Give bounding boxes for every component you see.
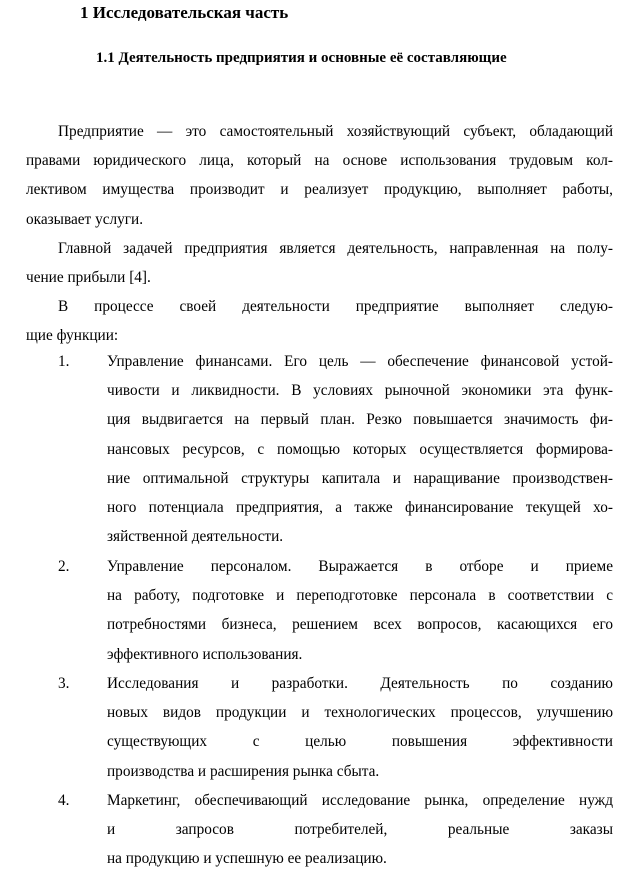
text-line: на продукцию и успешную ее реализацию. — [107, 850, 387, 868]
text-line: правами юридического лица, который на основе использования трудовым кол- — [26, 152, 613, 170]
list-text — [107, 347, 613, 551]
text-line: ние оптимальной структуры капитала и наращивание производствен- — [107, 469, 613, 487]
list-item-research — [26, 669, 613, 786]
text-line: Управление персоналом. Выражается в отборе и приеме — [107, 558, 613, 575]
list-number: 4. — [58, 792, 70, 809]
text-line: потребностями бизнеса, решением всех вопросов, касающихся его — [107, 616, 613, 634]
text-line: Предприятие — это самостоятельный хозяйствующий субъект, обладающий — [58, 123, 613, 140]
text-line: эффективного использования. — [107, 645, 303, 663]
paragraph-functions-intro — [26, 292, 613, 350]
list-number: 2. — [58, 558, 70, 575]
text-line: чивости и ликвидности. В условиях рыночной экономики эта функ- — [107, 382, 613, 400]
paragraph-main-task — [26, 234, 613, 292]
text-line: Управление финансами. Его цель — обеспечение финансовой устой- — [107, 353, 613, 370]
list-text — [107, 786, 613, 874]
list-text — [107, 669, 613, 786]
list-item-personnel — [26, 552, 613, 669]
text-line: щие функции: — [26, 327, 119, 345]
text-line: Главной задачей предприятия является деятельность, направленная на полу- — [58, 240, 613, 257]
text-line: Исследования и разработки. Деятельность по созданию — [107, 675, 613, 692]
chapter-heading: 1 Исследовательская часть — [80, 3, 289, 22]
list-item-finance — [26, 347, 613, 552]
text-line: и запросов потребителей, реальные заказы — [107, 821, 613, 839]
text-line: существующих с целью повышения эффективности — [107, 733, 613, 751]
paragraph-definition — [26, 117, 613, 234]
text-line: чение прибыли [4]. — [26, 269, 151, 287]
text-line: ного потенциала предприятия, а также финансирование текущей хо- — [107, 499, 613, 517]
list-text — [107, 552, 613, 669]
text-line: лективом имущества производит и реализует продукцию, выполняет работы, — [26, 181, 613, 199]
list-item-marketing — [26, 786, 613, 874]
text-line: Маркетинг, обеспечивающий исследование рынка, определение нужд — [107, 792, 613, 809]
text-line: нансовых ресурсов, с помощью которых осуществляется формирова- — [107, 440, 613, 458]
text-line: В процессе своей деятельности предприятие выполняет следую- — [58, 298, 613, 315]
text-line: новых видов продукции и технологических процессов, улучшению — [107, 704, 613, 722]
text-line: зяйственной деятельности. — [107, 528, 284, 546]
list-number: 1. — [58, 353, 70, 370]
text-line: производства и расширения рынка сбыта. — [107, 762, 380, 780]
section-heading: 1.1 Деятельность предприятия и основные её составляющие — [96, 50, 507, 66]
list-number: 3. — [58, 675, 70, 692]
text-line: на работу, подготовке и переподготовке персонала в соответствии с — [107, 587, 613, 605]
text-line: ция выдвигается на первый план. Резко повышается значимость фи- — [107, 411, 613, 429]
text-line: оказывает услуги. — [26, 210, 144, 228]
